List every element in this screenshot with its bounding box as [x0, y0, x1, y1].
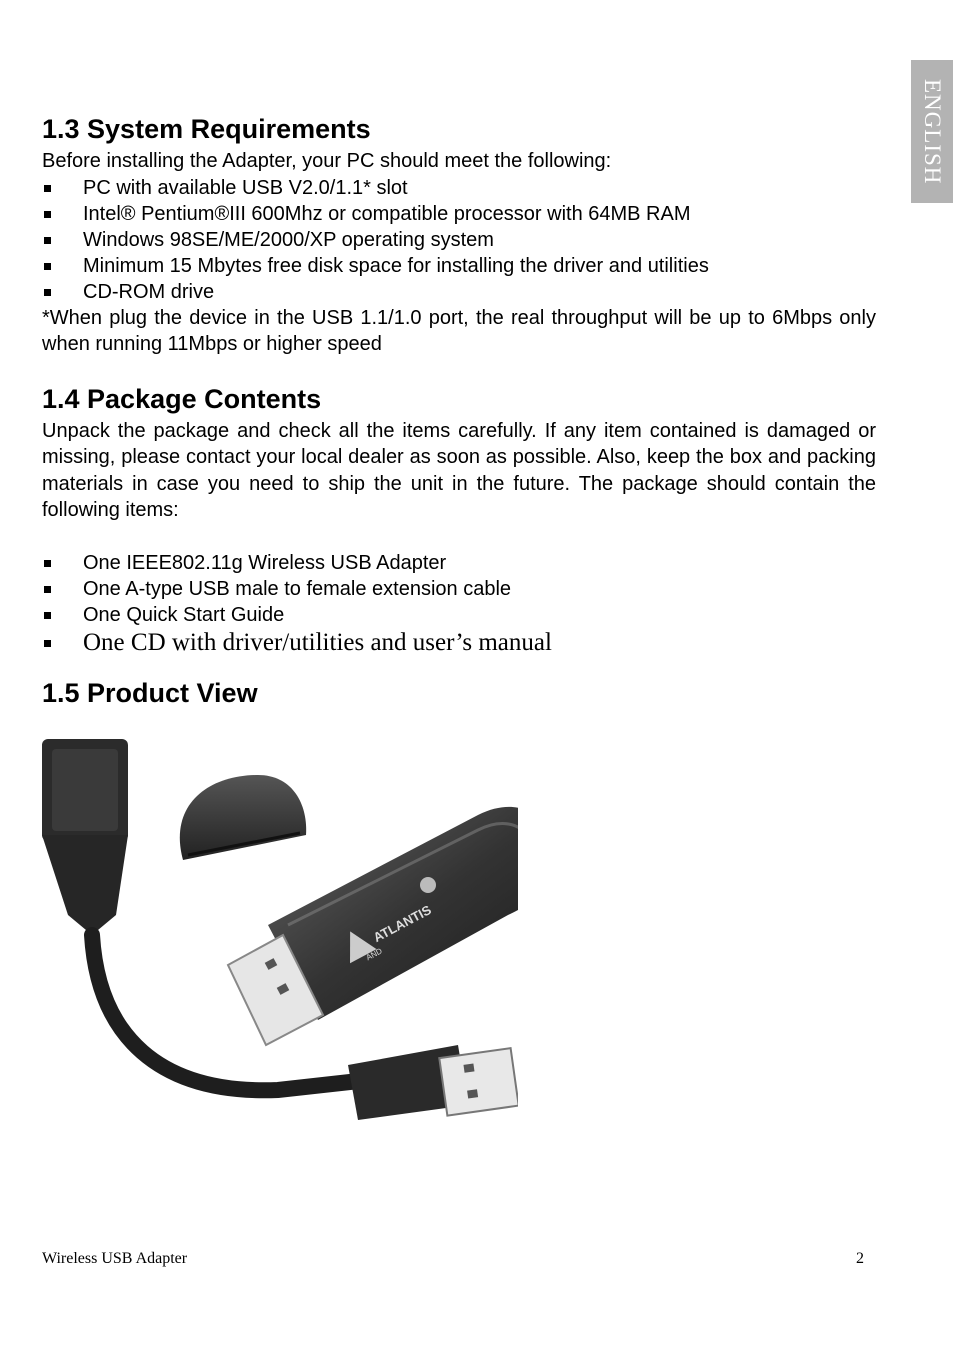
list-item: PC with available USB V2.0/1.1* slot: [42, 175, 876, 201]
section-product-view: [42, 674, 876, 712]
brand-logo-sub: AND: [364, 946, 384, 963]
section-intro: Before installing the Adapter, your PC should meet the following:: [42, 150, 612, 172]
list-item: One IEEE802.11g Wireless USB Adapter: [42, 550, 876, 576]
section-intro: Unpack the package and check all the items carefully. If any item contained is damaged or missing, please contact your local dealer as soon as possible. Also, keep the box and packing materials in case you need to ship the unit in the future. The package should contain the following items:: [42, 419, 876, 521]
throughput-note: *When plug the device in the USB 1.1/1.0 port, the real throughput will be up to 6Mbps only when running 11Mbps or higher speed: [42, 306, 876, 355]
section-heading: 1.4 Package Contents: [42, 383, 322, 414]
list-item: Minimum 15 Mbytes free disk space for installing the driver and utilities: [42, 253, 876, 279]
section-package-contents: [42, 380, 876, 658]
brand-logo-text: ATLANTIS: [370, 902, 434, 946]
list-item: One CD with driver/utilities and user’s manual: [42, 628, 876, 658]
list-item: One Quick Start Guide: [42, 602, 876, 628]
language-tab: [911, 60, 953, 203]
language-tab-label: ENGLISH: [920, 78, 945, 185]
section-heading: 1.3 System Requirements: [42, 114, 371, 144]
page-number: 2: [856, 1250, 864, 1267]
requirements-list: [42, 175, 876, 305]
adapter-cap: [180, 775, 306, 860]
usb-adapter: [228, 807, 518, 1045]
footer-title: Wireless USB Adapter: [42, 1250, 188, 1267]
list-item: CD-ROM drive: [42, 279, 876, 305]
page-content: [42, 110, 876, 712]
list-item: One A-type USB male to female extension cable: [42, 576, 876, 602]
contents-list: [42, 550, 876, 658]
list-item: Windows 98SE/ME/2000/XP operating system: [42, 227, 876, 253]
product-photo: [38, 735, 518, 1120]
section-system-requirements: [42, 110, 876, 358]
section-heading: 1.5 Product View: [42, 677, 258, 708]
list-item: Intel® Pentium®III 600Mhz or compatible processor with 64MB RAM: [42, 201, 876, 227]
